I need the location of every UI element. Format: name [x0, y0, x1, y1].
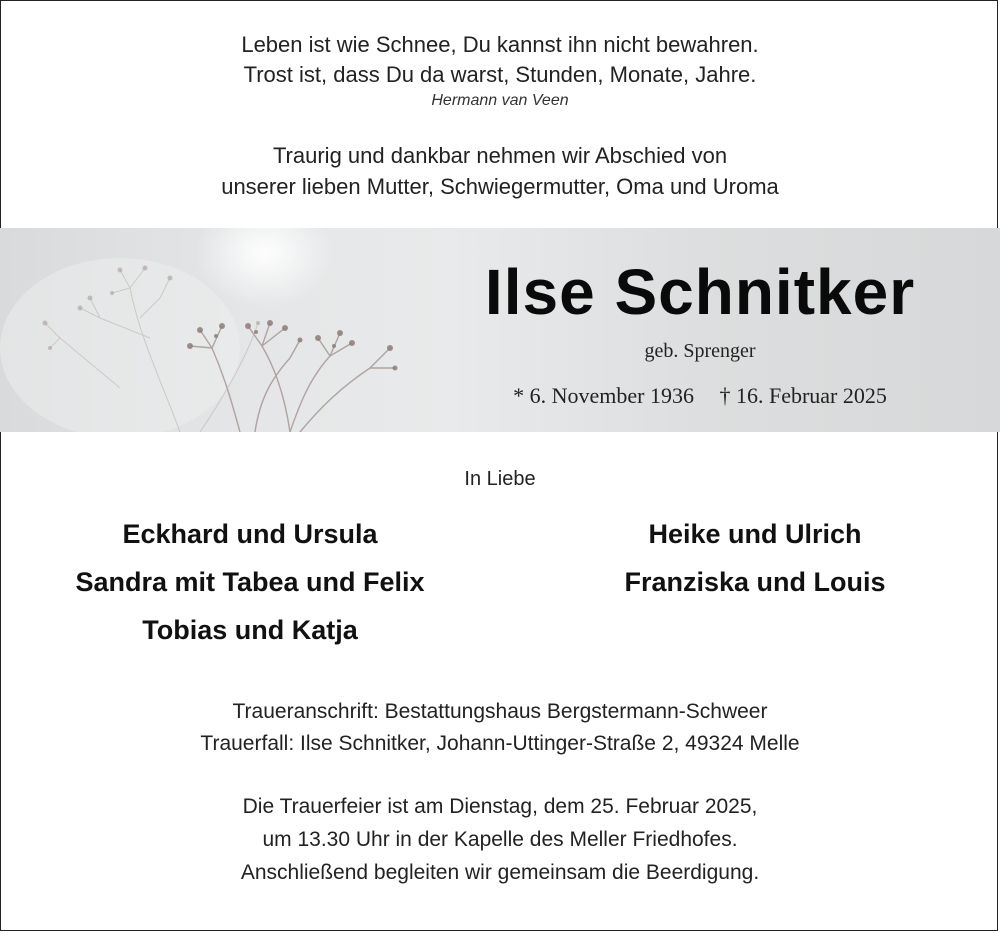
poem-line: Leben ist wie Schnee, Du kannst ihn nicht bewahren.: [241, 32, 759, 57]
poem-author: Hermann van Veen: [431, 92, 569, 109]
family-member: Tobias und Katja: [142, 615, 358, 645]
family-member: Eckhard und Ursula: [122, 519, 378, 549]
maiden-name: geb. Sprenger: [644, 340, 756, 362]
poem-line: Trost ist, dass Du da warst, Stunden, Monate, Jahre.: [243, 62, 757, 87]
family-right-column: [525, 510, 985, 606]
address-line: Traueranschrift: Bestattungshaus Bergstermann-Schweer: [232, 700, 768, 723]
funeral-service-info: [0, 790, 1000, 889]
address-line: Trauerfall: Ilse Schnitker, Johann-Uttinger-Straße 2, 49324 Melle: [200, 732, 800, 755]
family-heading: In Liebe: [464, 468, 536, 490]
deceased-name: Ilse Schnitker: [484, 256, 916, 328]
family-member: Heike und Ulrich: [648, 519, 862, 549]
mourning-address: [0, 696, 1000, 760]
service-line: Die Trauerfeier ist am Dienstag, dem 25. Februar 2025,: [242, 795, 758, 818]
intro-text: [0, 140, 1000, 202]
family-left-column: [20, 510, 480, 654]
intro-line: unserer lieben Mutter, Schwiegermutter, Oma und Uroma: [221, 174, 779, 199]
family-member: Franziska und Louis: [624, 567, 886, 597]
life-dates: [440, 383, 960, 409]
service-line: Anschließend begleiten wir gemeinsam die Beerdigung.: [240, 861, 760, 884]
poem: [0, 30, 1000, 90]
service-line: um 13.30 Uhr in der Kapelle des Meller Friedhofes.: [262, 828, 738, 851]
family-member: Sandra mit Tabea und Felix: [75, 567, 425, 597]
birth-date: * 6. November 1936: [513, 383, 694, 408]
death-date: † 16. Februar 2025: [719, 383, 887, 408]
intro-line: Traurig und dankbar nehmen wir Abschied von: [272, 143, 728, 168]
